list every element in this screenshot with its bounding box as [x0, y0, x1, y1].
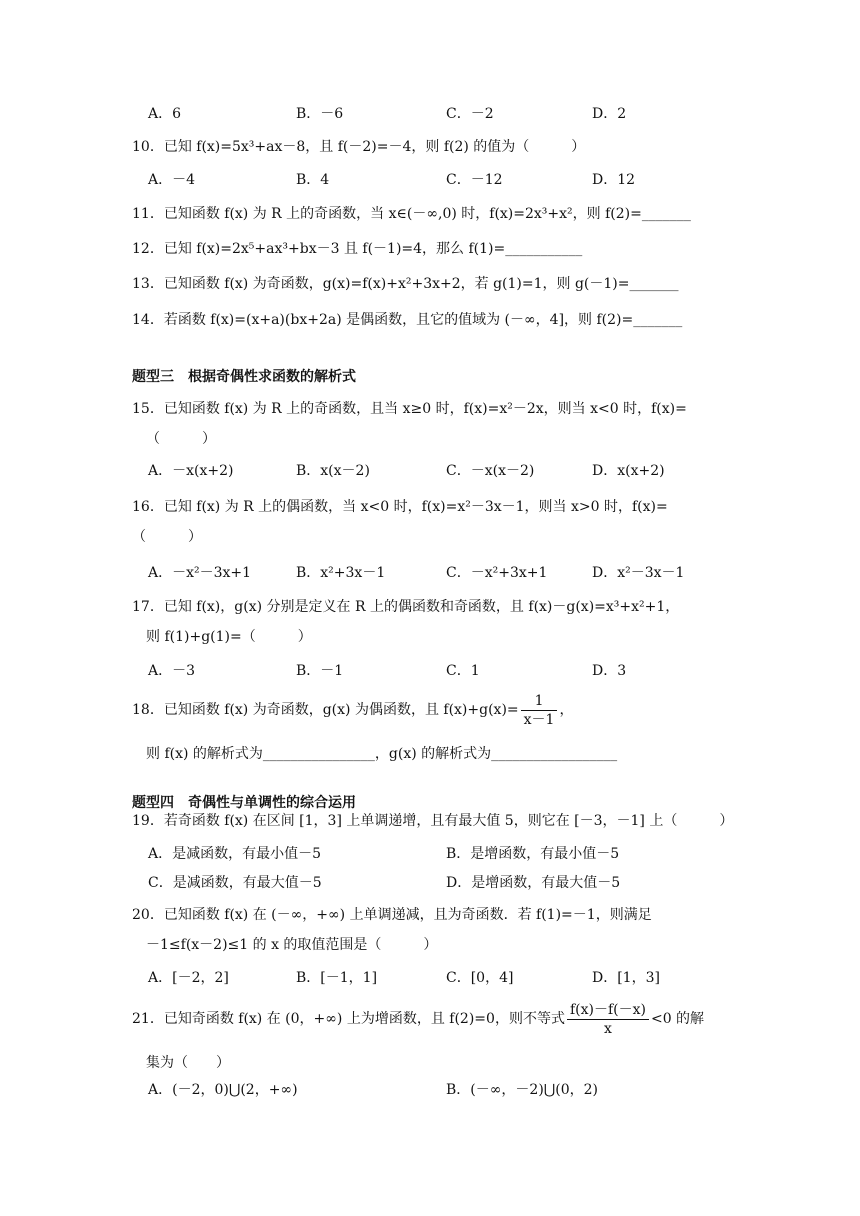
q12-text: 12．已知 f(x)=2x⁵+ax³+bx－3 且 f(－1)=4，那么 f(1)=___________: [132, 241, 583, 257]
q18-prefix: 18．已知函数 f(x) 为奇函数，g(x) 为偶函数，且 f(x)+g(x)=: [132, 702, 519, 718]
q20-option-a: A．[－2，2]: [148, 970, 229, 986]
q13-text: 13．已知函数 f(x) 为奇函数，g(x)=f(x)+x²+3x+2，若 g(1)=1，则 g(－1)=_______: [132, 276, 679, 292]
q21-option-b: B．(－∞，－2)⋃(0，2): [446, 1082, 599, 1098]
q21-text-line2: 集为（ ）: [146, 1055, 230, 1071]
q17-option-d: D．3: [592, 663, 627, 679]
q21-fraction-numerator: f(x)－f(－x): [567, 1001, 649, 1020]
q10-text: 10．已知 f(x)=5x³+ax－8，且 f(－2)=－4，则 f(2) 的值为（ ）: [132, 139, 586, 155]
q18-fraction-numerator: 1: [521, 692, 558, 711]
q17-option-a: A．－3: [148, 663, 196, 679]
q19-option-c: C．是减函数，有最大值－5: [148, 875, 322, 891]
q16-option-c: C．－x²+3x+1: [446, 565, 548, 581]
q14-text: 14．若函数 f(x)=(x+a)(bx+2a) 是偶函数，且它的值域为 (－∞，4]，则 f(2)=_______: [132, 312, 683, 328]
q18-suffix: ，: [559, 702, 574, 718]
q18-fraction-denominator: x－1: [523, 711, 555, 728]
q17-option-b: B．－1: [296, 663, 344, 679]
q17-text-line1: 17．已知 f(x)，g(x) 分别是定义在 R 上的偶函数和奇函数，且 f(x)－g(x)=x³+x²+1，: [132, 599, 680, 615]
q16-option-d: D．x²－3x－1: [592, 565, 685, 581]
q10-option-c: C．－12: [446, 172, 503, 188]
q20-option-c: C．[0，4]: [446, 970, 514, 986]
q10-option-b: B．4: [296, 172, 330, 188]
q19-option-b: B．是增函数，有最小值－5: [446, 846, 620, 862]
q17-text-line2: 则 f(1)+g(1)=（ ）: [146, 629, 312, 645]
q21-fraction: [567, 1001, 649, 1038]
q18-fraction: [521, 692, 558, 729]
q20-option-d: D．[1，3]: [592, 970, 660, 986]
section-heading-4: 题型四 奇偶性与单调性的综合运用: [132, 795, 356, 811]
q18-text-line1: [132, 690, 573, 730]
q9-option-d: D．2: [592, 106, 627, 122]
q9-option-c: C．－2: [446, 106, 494, 122]
q20-option-b: B．[－1，1]: [296, 970, 378, 986]
q21-suffix: <0 的解: [650, 1011, 705, 1027]
q11-text: 11．已知函数 f(x) 为 R 上的奇函数，当 x∈(－∞,0) 时，f(x)=2x³+x²，则 f(2)=_______: [132, 206, 691, 222]
q15-option-d: D．x(x+2): [592, 463, 665, 479]
q19-option-a: A．是减函数，有最小值－5: [148, 846, 322, 862]
q19-option-d: D．是增函数，有最大值－5: [446, 875, 621, 891]
q21-fraction-denominator: x: [604, 1020, 612, 1037]
q20-text-line2: －1≤f(x－2)≤1 的 x 的取值范围是（ ）: [146, 937, 438, 953]
q16-text-line1: 16．已知 f(x) 为 R 上的偶函数，当 x<0 时，f(x)=x²－3x－1，则当 x>0 时，f(x)=: [132, 499, 668, 515]
q21-option-a: A．(－2，0)⋃(2，+∞): [148, 1082, 298, 1098]
q16-option-b: B．x²+3x－1: [296, 565, 386, 581]
q17-option-c: C．1: [446, 663, 480, 679]
q15-option-c: C．－x(x－2): [446, 463, 535, 479]
q18-text-line2: 则 f(x) 的解析式为________________，g(x) 的解析式为__________________: [146, 746, 618, 762]
q9-option-a: A．6: [148, 106, 182, 122]
q21-text-line1: [132, 999, 704, 1039]
q15-option-a: A．－x(x+2): [148, 463, 234, 479]
q16-text-line2: （ ）: [132, 529, 202, 545]
q21-prefix: 21．已知奇函数 f(x) 在 (0，+∞) 上为增函数，且 f(2)=0，则不等式: [132, 1011, 565, 1027]
q9-option-b: B．－6: [296, 106, 344, 122]
q16-option-a: A．－x²－3x+1: [148, 565, 252, 581]
q15-text-line1: 15．已知函数 f(x) 为 R 上的奇函数，且当 x≥0 时，f(x)=x²－2x，则当 x<0 时，f(x)=: [132, 401, 687, 417]
q15-option-b: B．x(x－2): [296, 463, 370, 479]
q10-option-a: A．－4: [148, 172, 196, 188]
q19-text: 19．若奇函数 f(x) 在区间 [1，3] 上单调递增，且有最大值 5，则它在 [－3，－1] 上（ ）: [132, 813, 734, 829]
section-heading-3: 题型三 根据奇偶性求函数的解析式: [132, 369, 356, 385]
q10-option-d: D．12: [592, 172, 636, 188]
q20-text-line1: 20．已知函数 f(x) 在 (－∞，+∞) 上单调递减，且为奇函数．若 f(1)=－1，则满足: [132, 907, 652, 923]
q15-text-line2: （ ）: [146, 431, 216, 447]
